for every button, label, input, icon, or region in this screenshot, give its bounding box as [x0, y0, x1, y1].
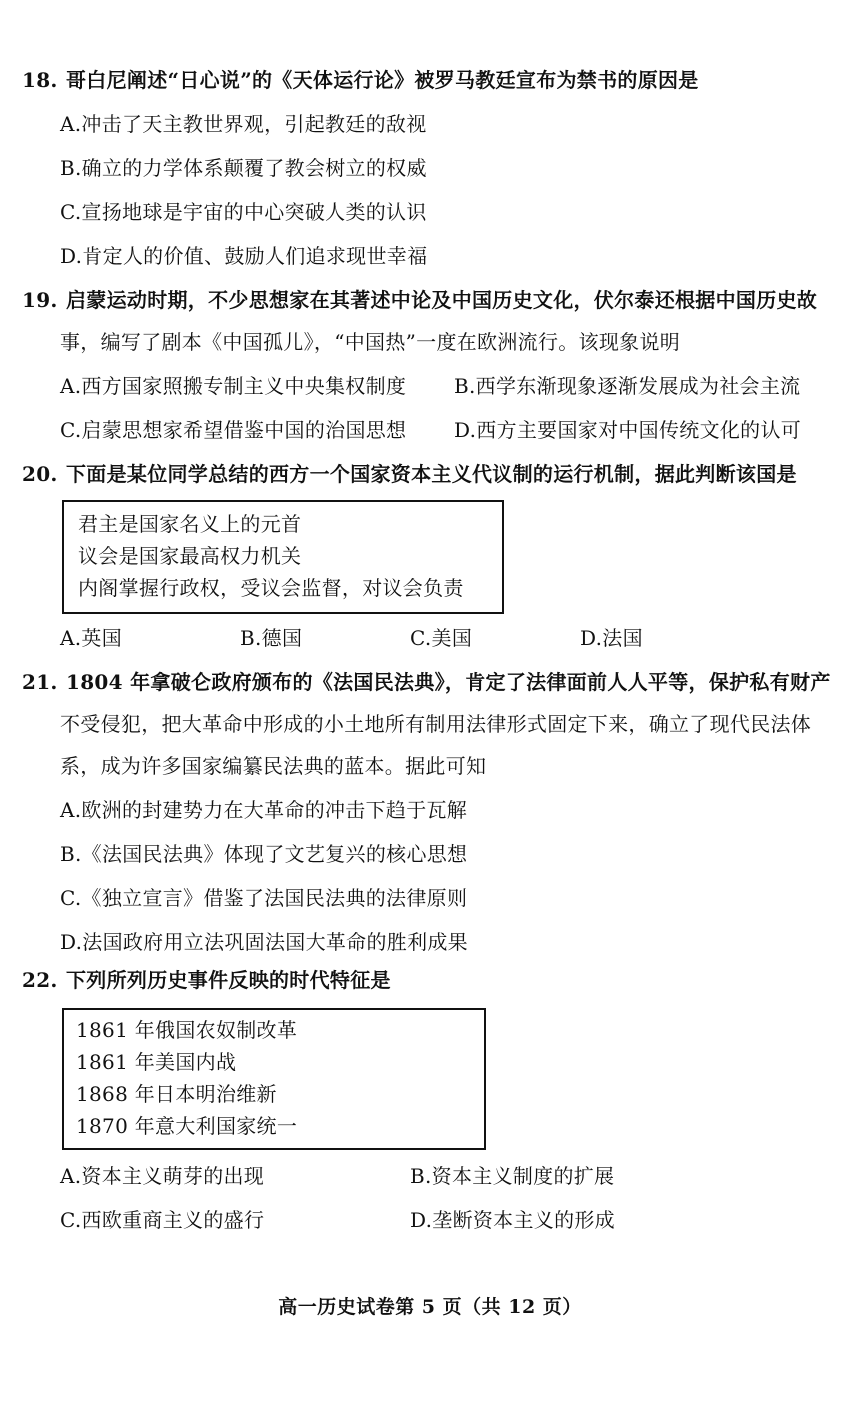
question-number: 19.: [22, 288, 58, 312]
q22-box-line-3: 1868 年日本明治维新: [76, 1082, 277, 1106]
question-21-stem-cont-1: 不受侵犯，把大革命中形成的小土地所有制用法律形式固定下来，确立了现代民法体: [60, 712, 812, 736]
question-18-stem: [22, 66, 699, 94]
question-19-stem: [22, 286, 817, 314]
q20-option-d: D.法国: [580, 626, 643, 650]
q22-option-c: C.西欧重商主义的盛行: [60, 1208, 265, 1232]
question-number: 22.: [22, 968, 58, 992]
question-20-stem: [22, 460, 797, 488]
question-21-stem: [22, 668, 831, 696]
q20-box-line-2: 议会是国家最高权力机关: [78, 544, 302, 568]
q19-option-a: A.西方国家照搬专制主义中央集权制度: [60, 374, 407, 398]
q18-option-c: C.宣扬地球是宇宙的中心突破人类的认识: [60, 200, 427, 224]
question-19-stem-cont: 事，编写了剧本《中国孤儿》，“中国热”一度在欧洲流行。该现象说明: [60, 330, 681, 354]
q22-option-b: B.资本主义制度的扩展: [410, 1164, 615, 1188]
q20-option-c: C.美国: [410, 626, 473, 650]
page-footer: 高一历史试卷第 5 页（共 12 页）: [278, 1296, 582, 1318]
q22-box-line-2: 1861 年美国内战: [76, 1050, 237, 1074]
q20-material-box: [62, 500, 504, 614]
q22-option-d: D.垄断资本主义的形成: [410, 1208, 615, 1232]
q20-option-b: B.德国: [240, 626, 303, 650]
q20-box-line-1: 君主是国家名义上的元首: [78, 512, 302, 536]
q19-option-c: C.启蒙思想家希望借鉴中国的治国思想: [60, 418, 407, 442]
q18-option-a: A.冲击了天主教世界观，引起教廷的敌视: [60, 112, 427, 136]
question-number: 20.: [22, 462, 58, 486]
question-number: 18.: [22, 68, 58, 92]
question-text: 1804 年拿破仑政府颁布的《法国民法典》，肯定了法律面前人人平等，保护私有财产: [66, 670, 831, 694]
q21-option-b: B.《法国民法典》体现了文艺复兴的核心思想: [60, 842, 468, 866]
q22-material-box: [62, 1008, 486, 1150]
question-text: 下面是某位同学总结的西方一个国家资本主义代议制的运行机制，据此判断该国是: [66, 462, 797, 486]
q20-option-a: A.英国: [60, 626, 123, 650]
question-text: 哥白尼阐述“日心说”的《天体运行论》被罗马教廷宣布为禁书的原因是: [66, 68, 699, 92]
question-number: 21.: [22, 670, 58, 694]
question-text: 启蒙运动时期，不少思想家在其著述中论及中国历史文化，伏尔泰还根据中国历史故: [66, 288, 818, 312]
q19-option-b: B.西学东渐现象逐渐发展成为社会主流: [454, 374, 801, 398]
q18-option-b: B.确立的力学体系颠覆了教会树立的权威: [60, 156, 427, 180]
q22-box-line-4: 1870 年意大利国家统一: [76, 1114, 298, 1138]
q22-option-a: A.资本主义萌芽的出现: [60, 1164, 265, 1188]
q21-option-d: D.法国政府用立法巩固法国大革命的胜利成果: [60, 930, 468, 954]
q20-box-line-3: 内阁掌握行政权，受议会监督，对议会负责: [78, 576, 464, 600]
q21-option-a: A.欧洲的封建势力在大革命的冲击下趋于瓦解: [60, 798, 468, 822]
question-22-stem: [22, 966, 391, 994]
question-text: 下列所列历史事件反映的时代特征是: [66, 968, 391, 992]
q22-box-line-1: 1861 年俄国农奴制改革: [76, 1018, 298, 1042]
q18-option-d: D.肯定人的价值、鼓励人们追求现世幸福: [60, 244, 428, 268]
question-21-stem-cont-2: 系，成为许多国家编纂民法典的蓝本。据此可知: [60, 754, 487, 778]
q21-option-c: C.《独立宣言》借鉴了法国民法典的法律原则: [60, 886, 468, 910]
q19-option-d: D.西方主要国家对中国传统文化的认可: [454, 418, 802, 442]
